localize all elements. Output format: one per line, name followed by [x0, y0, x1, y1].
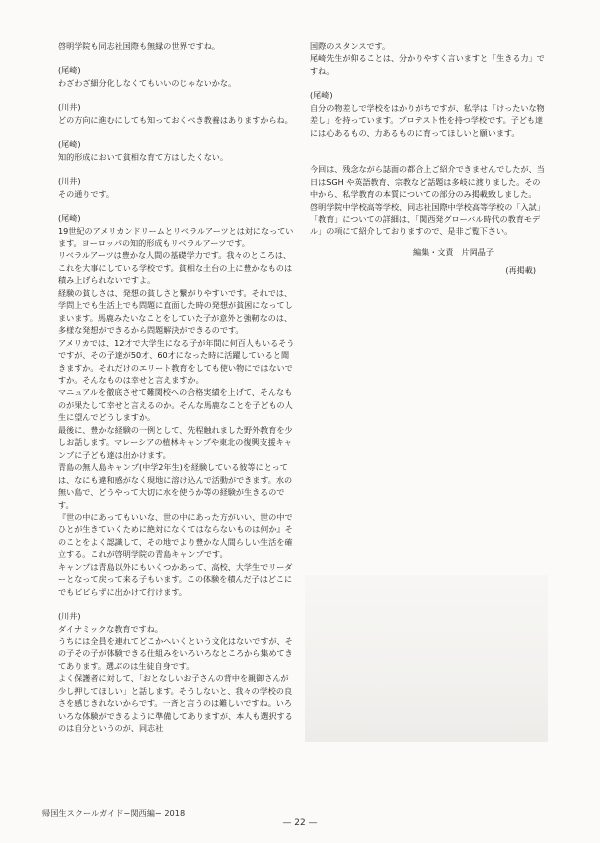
left-column — [58, 40, 296, 735]
dialogue-ozaki: (尾崎) 知的形成において貧相な育て方はしたくない。 — [58, 139, 228, 162]
dialogue-ozaki-long: (尾崎) 19世紀のアメリカンドリームとリベラルアーツとは対になっています。ヨーロッパの知的形成もリベラルアーツです。 リベラルアーツは豊かな人間の基礎学力です。我々のところは、これを大事にしている学校です。貧相な土台の上に豊かなものは積み上げられないですよ。 経験の貧しさは、発想の貧しさと繋がりやすいです。それでは、学問上でも生活上でも問題に直面した時の発想が貧困になってしまいます。馬鹿みたいなことをしていた子が意外と強靭なのは、多様な発想ができるから問題解決ができるのです。 アメリカでは、12才で大学生になる子が年間に何百人もいるそうですが、その子達が50才、60才になった時に活躍していると聞きますか。それだけのエリート教育をしても使い物にではないですか。そんなものは幸せと言えますか。 マニュアルを徹底させて難関校への合格実績を上げて、そんなものが果たして幸せと言えるのか。そんな馬鹿なことを子どもの人生に望んでどうしますか。 最後に、豊かな経験の一例として、先程触れました野外教育を少しお話します。マレーシアの植林キャンプや東北の復興支援キャンプに子ども達は出かけます。 青島の無人島キャンプ(中学2年生)を経験している彼等にとっては、なにも違和感がなく現地に溶け込んで活動ができます。水の無い島で、どうやって大切に水を使うか等の経験が生きるのです。 『世の中にあってもいいな、世の中にあった方がいい、世の中でひとが生きていくために絶対になくてはならないものは何か』そのことをよく認識して、その地でより豊かな人間らしい生活を確立する。これが啓明学院の青島キャンプです。 キャンプは青島以外にもいくつかあって、高校、大学生でリーダーとなって戻って来る子もいます。この体験を積んだ子はどこにでもビビらずに出かけて行けます。 — [58, 213, 295, 597]
footer-publication: 帰国生スクールガイド−関西編− 2018 — [42, 808, 186, 818]
dialogue-kawai-long: (川井) ダイナミックな教育ですね。 うちには全員を連れてどこかへいくという文化はないですが、その子その子が体験できる仕組みをいろいろなところから集めてきてあります。選ぶのは生徒自身です。 よく保護者に対して、「おとなしいお子さんの背中を親御さんが少し押してほしい」と話します。そうしないと、我々の学校の良さを感じきれないからです。一斉と言うのは難しいですね。いろいろな体験ができるように準備してありますが、本人も選択するのは自分というのが、同志社 — [58, 611, 293, 734]
text-paragraph: 啓明学院も同志社国際も無縁の世界ですね。 — [58, 41, 220, 51]
editor-credit: 編集・文責 片岡晶子 — [413, 246, 494, 257]
dialogue-ozaki: (尾崎) わざわざ細分化しなくてもいいのじゃないかな。 — [58, 65, 237, 88]
reprint-note: (再掲載) — [505, 265, 536, 276]
dialogue-kawai: (川井) どの方向に進むにしても知っておくべき教養はありますからね。 — [58, 102, 293, 125]
dialogue-kawai: (川井) その通りです。 — [58, 176, 115, 199]
editor-note: 今回は、残念ながら誌面の都合上ご紹介できませんでしたが、当日はSGH や英語教育、宗教など話題は多岐に渡りました。その中から、私学教育の本質についての部分のみ掲載致しました。 啓明学院中学校高等学校、同志社国際中学校高等学校の「入試」「教育」についての詳細は、「関西発グローバル時代の教育モデル」の項にて紹介しておりますので、是非ご覧下さい。 — [310, 164, 545, 237]
text-paragraph: 国際のスタンスです。 尾崎先生が仰ることは、分かりやすく言いますと「生きる力」ですね。 — [310, 41, 545, 76]
page-number: — 22 — — [282, 818, 318, 828]
faded-photo — [305, 575, 548, 742]
right-column — [310, 40, 548, 277]
dialogue-ozaki: (尾崎) 自分の物差しで学校をはかりがちですが、私学は「けったいな物差し」を持っています。プロテスト性を持つ学校です。子ども達には心あるもの、力あるものに育ってほしいと願います。 — [310, 90, 545, 138]
